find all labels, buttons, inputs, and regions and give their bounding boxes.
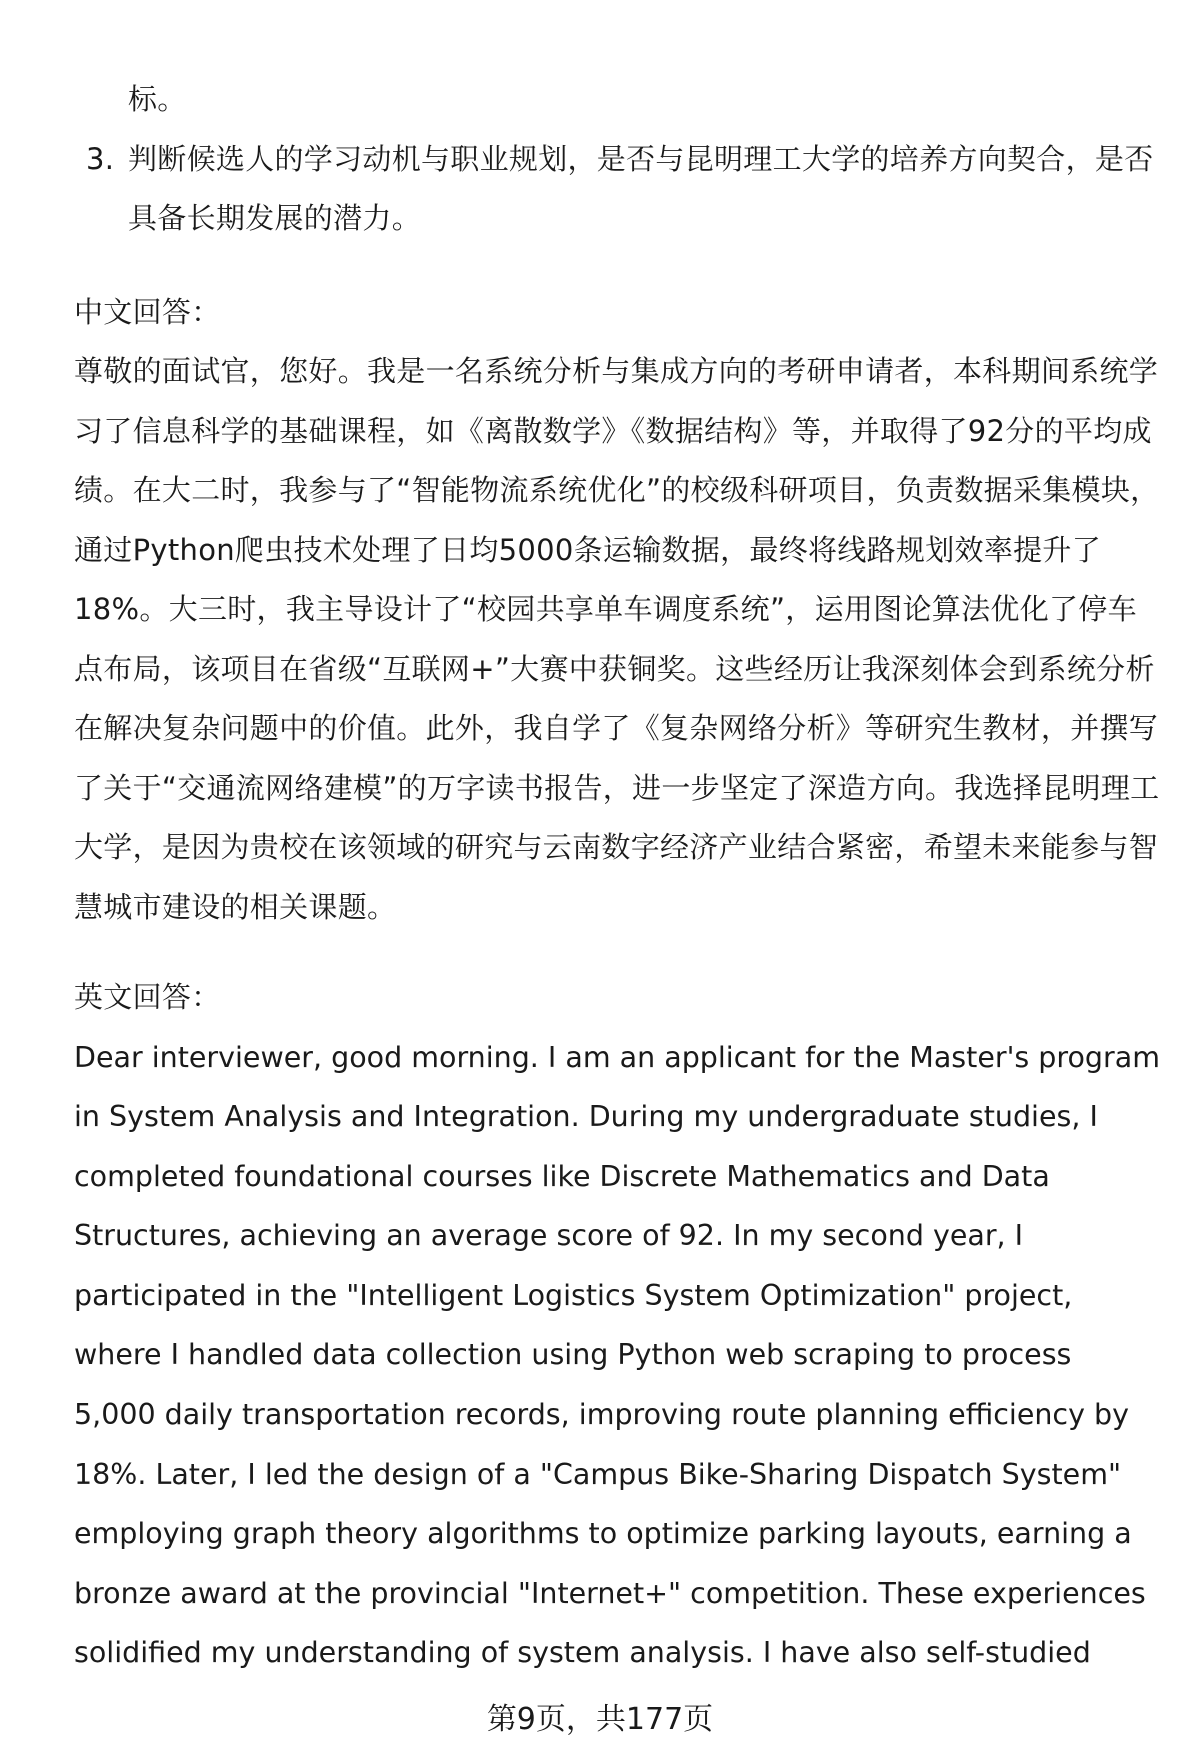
chinese-answer-heading: 中文回答： xyxy=(74,294,221,329)
list-item-continuation: 标。 xyxy=(128,82,187,116)
list-item-number: 3. xyxy=(86,141,115,176)
list-item-text: 判断候选人的学习动机与职业规划，是否与昆明理工大学的培养方向契合，是否具备长期发展的潜力。 xyxy=(128,141,1154,235)
chinese-answer-body: 尊敬的面试官，您好。我是一名系统分析与集成方向的考研申请者，本科期间系统学习了信息科学的基础课程，如《离散数学》《数据结构》等，并取得了92分的平均成绩。在大二时，我参与了“智能物流系统优化”的校级科研项目，负责数据采集模块，通过Python爬虫技术处理了日均5000条运输数据，最终将线路规划效率提升了18%。大三时，我主导设计了“校园共享单车调度系统”，运用图论算法优化了停车点布局，该项目在省级“互联网+”大赛中获铜奖。这些经历让我深刻体会到系统分析在解决复杂问题中的价值。此外，我自学了《复杂网络分析》等研究生教材，并撰写了关于“交通流网络建模”的万字读书报告，进一步坚定了深造方向。我选择昆明理工大学，是因为贵校在该领域的研究与云南数字经济产业结合紧密，希望未来能参与智慧城市建设的相关课题。 xyxy=(74,354,1160,924)
english-answer-heading: 英文回答： xyxy=(74,980,221,1014)
page-number-footer: 第9页，共177页 xyxy=(486,1702,714,1737)
english-answer-body: Dear interviewer, good morning. I am an applicant for the Master's program in System Analysis and Integration. During my undergraduate studies, I completed foundational courses like Discrete Mathematics and Data Structures, achieving an average score of 92. In my second year, I participated in the "Intelligent Logistics System Optimization" project, where I handled data collection using Python web scraping to process 5,000 daily transportation records, improving route planning efficiency by 18%. Later, I led the design of a "Campus Bike-Sharing Dispatch System" employing graph theory algorithms to optimize parking layouts, earning a bronze award at the provincial "Internet+" competition. These experiences solidified my understanding of system analysis. I have also self-studied xyxy=(74,1040,1160,1670)
list-item-3 xyxy=(74,130,1160,249)
